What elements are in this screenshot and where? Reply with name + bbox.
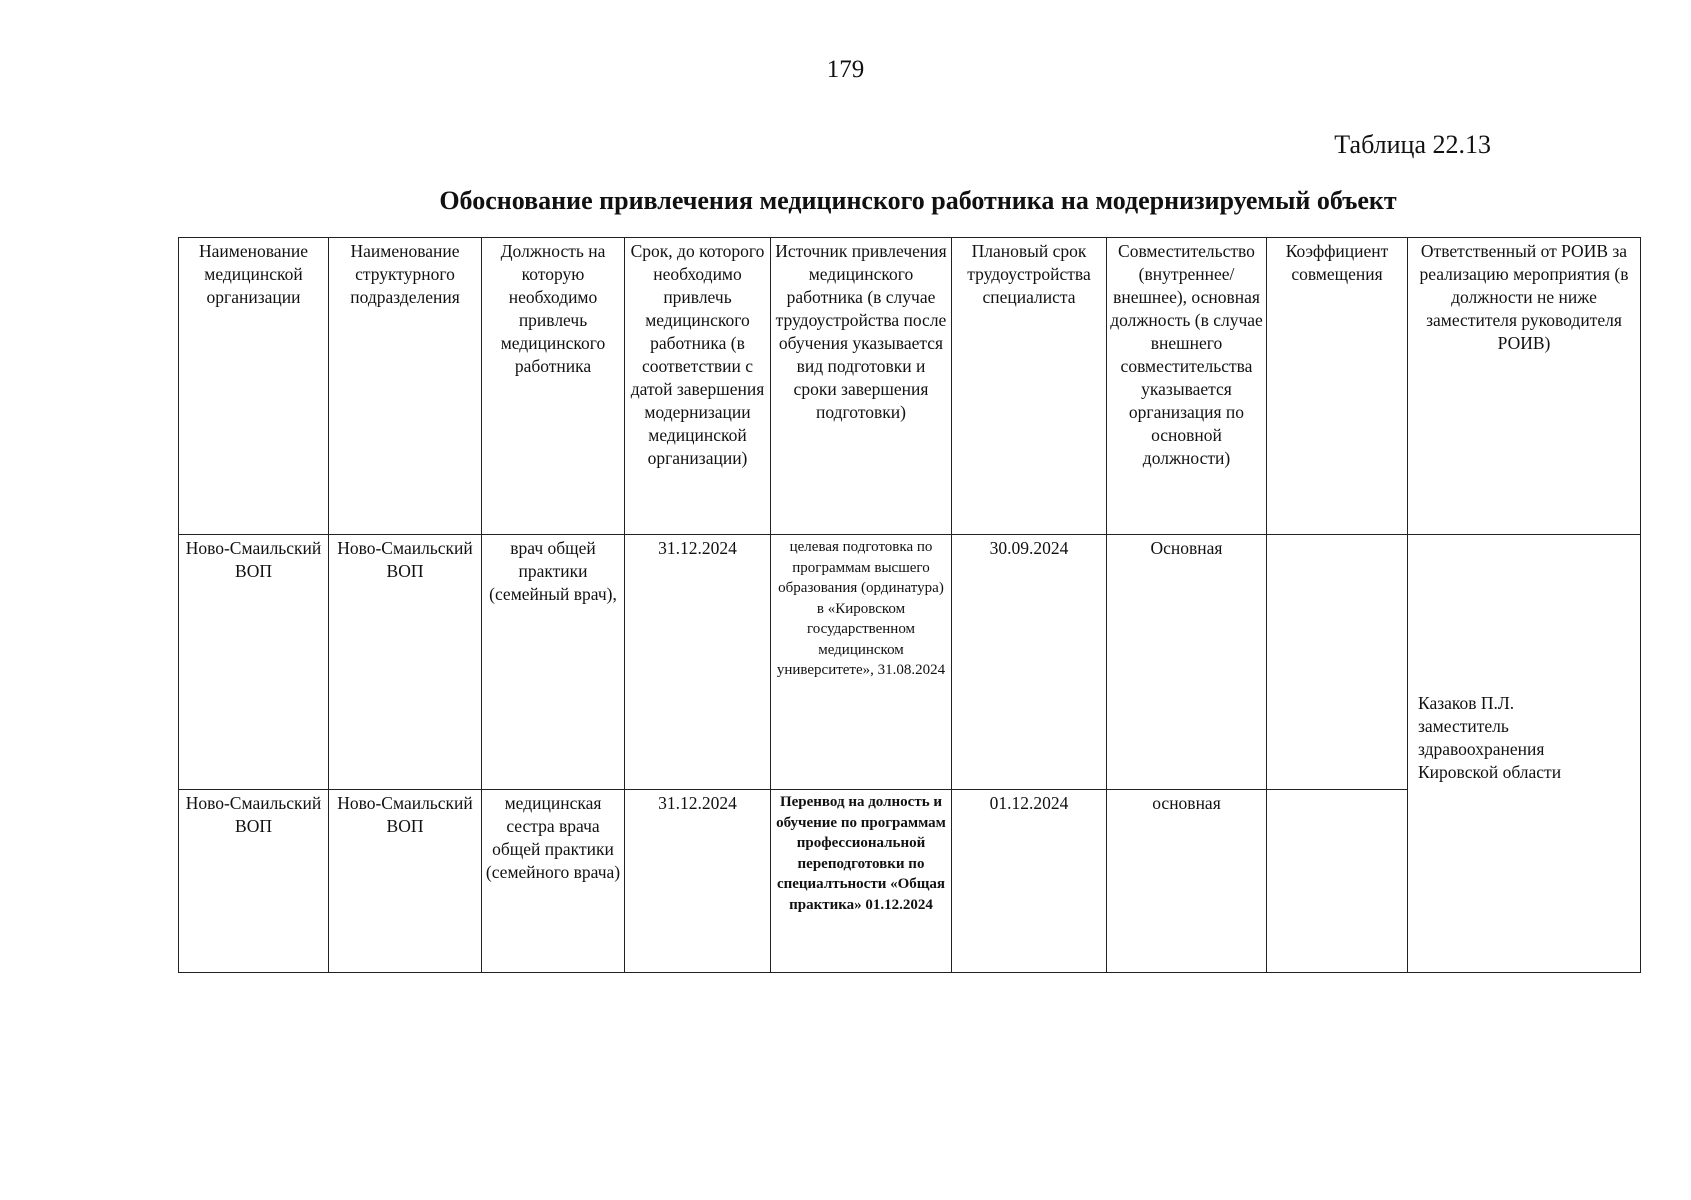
combination-cell: Основная (1107, 535, 1267, 790)
combination-cell: основная (1107, 790, 1267, 973)
coefficient-cell (1267, 790, 1408, 973)
page-number: 179 (826, 56, 865, 83)
source-cell: целевая подготовка по программам высшего образования (ординатура) в «Кировском государственном медицинском университете», 31.08.2024 (771, 535, 952, 790)
header-cell: Источник привлечения медицинского работника (в случае трудоустройства после обучения указывается вид подготовки и сроки завершения подготовки) (771, 238, 952, 535)
header-cell: Наименование структурного подразделения (329, 238, 482, 535)
header-row (179, 238, 1641, 535)
deadline-cell: 31.12.2024 (625, 535, 771, 790)
responsible-role: заместитель (1418, 715, 1509, 736)
unit-cell: Ново-Смаильский ВОП (329, 535, 482, 790)
coefficient-cell (1267, 535, 1408, 790)
header-cell: Совместительство (внутреннее/внешнее), основная должность (в случае внешнего совместительства указывается организация по основной должности) (1107, 238, 1267, 535)
responsible-dept: здравоохранения (1418, 738, 1545, 759)
position-cell: врач общей практики (семейный врач), (482, 535, 625, 790)
unit-cell: Ново-Смаильский ВОП (329, 790, 482, 973)
responsible-cell (1408, 535, 1641, 973)
header-cell: Коэффициент совмещения (1267, 238, 1408, 535)
responsible-name: Казаков П.Л. (1418, 692, 1515, 713)
header-cell: Ответственный от РОИВ за реализацию мероприятия (в должности не ниже заместителя руководителя РОИВ) (1408, 238, 1641, 535)
responsible-region: Кировской области (1418, 761, 1562, 782)
justification-table (178, 237, 1641, 973)
source-cell: Перенвод на долность и обучение по программам профессиональной переподготовки по специалтьности «Общая практика» 01.12.2024 (771, 790, 952, 973)
header-cell: Наименование медицинской организации (179, 238, 329, 535)
header-cell: Должность на которую необходимо привлечь медицинского работника (482, 238, 625, 535)
position-cell: медицинская сестра врача общей практики (семейного врача) (482, 790, 625, 973)
deadline-cell: 31.12.2024 (625, 790, 771, 973)
header-cell: Плановый срок трудоустройства специалиста (952, 238, 1107, 535)
header-cell: Срок, до которого необходимо привлечь медицинского работника (в соответствии с датой завершения модернизации медицинской организации) (625, 238, 771, 535)
document-title: Обоснование привлечения медицинского работника на модернизируемый объект (439, 186, 1397, 215)
planned-cell: 30.09.2024 (952, 535, 1107, 790)
table-row (179, 535, 1641, 790)
planned-cell: 01.12.2024 (952, 790, 1107, 973)
table-label: Таблица 22.13 (1334, 130, 1491, 159)
org-cell: Ново-Смаильский ВОП (179, 790, 329, 973)
org-cell: Ново-Смаильский ВОП (179, 535, 329, 790)
